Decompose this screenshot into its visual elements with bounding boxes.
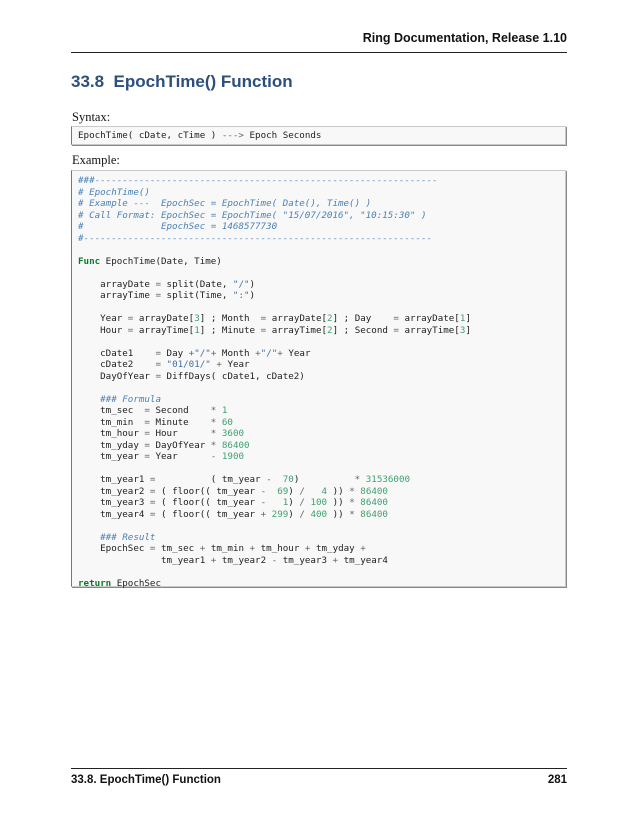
code-line: ###--------------------------------------------------------------	[78, 175, 438, 186]
page-header: Ring Documentation, Release 1.10	[362, 31, 567, 45]
example-code	[78, 175, 559, 589]
code-line: cDate2 = "01/01/" + Year	[78, 359, 250, 370]
code-line: EpochSec = tm_sec + tm_min + tm_hour + tm_yday +	[78, 543, 366, 554]
code-line: tm_year3 = ( floor(( tm_year - 1) / 100 )) * 86400	[78, 497, 388, 508]
code-line: #---------------------------------------------------------------	[78, 232, 433, 244]
syntax-code	[78, 130, 559, 142]
code-line: return EpochSec	[78, 577, 161, 589]
code-line: Hour = arrayTime[1] ; Minute = arrayTime[2] ; Second = arrayTime[3]	[78, 324, 471, 336]
code-line: arrayTime = split(Time, ":")	[78, 290, 256, 301]
code-line: EpochTime( cDate, cTime ) ---> Epoch Seconds	[78, 130, 322, 141]
code-line: tm_hour = Hour * 3600	[78, 428, 245, 439]
code-line: ### Result	[78, 531, 156, 543]
code-line: tm_year1 = ( tm_year - 70) * 31536000	[78, 474, 411, 485]
code-line: tm_year = Year - 1900	[78, 451, 245, 462]
code-line: tm_year4 = ( floor(( tm_year + 299) / 400 )) * 86400	[78, 508, 388, 520]
code-line: tm_year1 + tm_year2 - tm_year3 + tm_year4	[78, 554, 388, 566]
page-number: 281	[547, 774, 567, 786]
code-line: tm_sec = Second * 1	[78, 405, 228, 416]
code-line: # Call Format: EpochSec = EpochTime( "15/07/2016", "10:15:30" )	[78, 209, 427, 221]
section-heading	[71, 72, 293, 92]
code-line: # EpochSec = 1468577730	[78, 221, 278, 232]
code-line: Func EpochTime(Date, Time)	[78, 255, 222, 267]
footer-section: 33.8. EpochTime() Function	[71, 774, 221, 786]
code-line: Year = arrayDate[3] ; Month = arrayDate[2] ; Day = arrayDate[1]	[78, 313, 471, 324]
example-code-block	[71, 170, 566, 587]
section-title: EpochTime() Function	[113, 72, 293, 91]
code-line: cDate1 = Day +"/"+ Month +"/"+ Year	[78, 347, 311, 359]
code-line: tm_min = Minute * 60	[78, 416, 233, 428]
code-line: tm_yday = DayOfYear * 86400	[78, 439, 250, 451]
syntax-label: Syntax:	[72, 110, 111, 124]
footer-rule	[71, 768, 567, 769]
header-rule	[71, 52, 567, 53]
code-line: # EpochTime()	[78, 186, 150, 198]
code-line: DayOfYear = DiffDays( cDate1, cDate2)	[78, 370, 305, 382]
code-line: arrayDate = split(Date, "/")	[78, 278, 256, 290]
example-label: Example:	[72, 153, 120, 167]
code-line: ### Formula	[78, 393, 161, 405]
code-line: # Example --- EpochSec = EpochTime( Date(), Time() )	[78, 198, 372, 209]
syntax-code-block	[71, 126, 566, 145]
section-number: 33.8	[71, 72, 105, 91]
code-line: tm_year2 = ( floor(( tm_year - 69) / 4 )) * 86400	[78, 485, 388, 497]
